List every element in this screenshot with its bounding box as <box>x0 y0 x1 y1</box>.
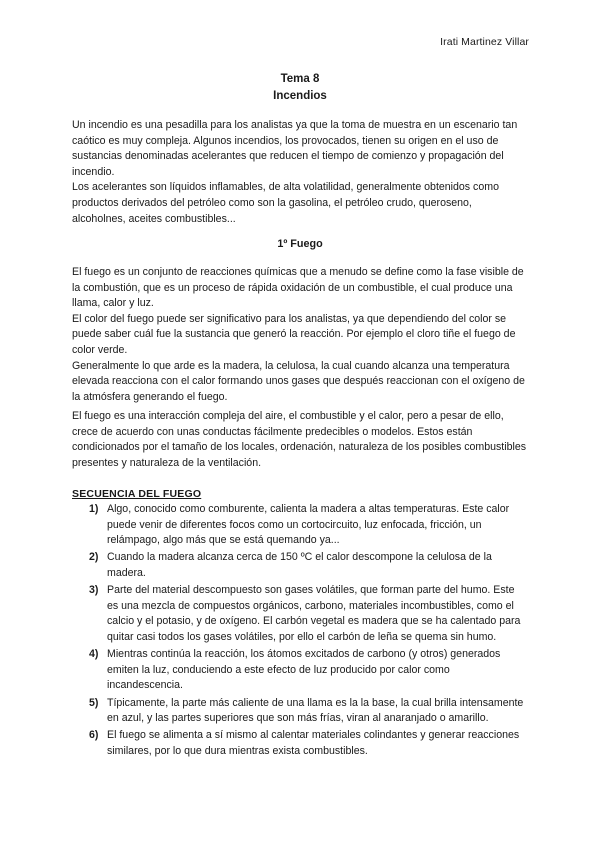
list-item <box>72 696 528 727</box>
list-item <box>72 728 528 759</box>
section-heading-fuego: 1º Fuego <box>277 238 323 250</box>
author-name: Irati Martinez Villar <box>440 36 529 48</box>
sequence-list <box>72 502 528 761</box>
intro-paragraph: Un incendio es una pesadilla para los analistas ya que la toma de muestra en un escenario tan caótico es muy compleja. Algunos incendios, los provocados, tienen su origen en el uso de sustancias denominadas acelerantes que reducen el tiempo de comienzo y propagación del incendio. <box>72 119 518 178</box>
list-item-text: Cuando la madera alcanza cerca de 150 ºC el calor descompone la celulosa de la madera. <box>107 551 492 579</box>
list-item <box>72 583 528 645</box>
list-item-number: 4) <box>89 648 99 661</box>
intro-section <box>72 118 528 227</box>
list-item-text: El fuego se alimenta a sí mismo al calentar materiales colindantes y generar reacciones similares, por lo que dura mientras exista combustibles. <box>107 729 520 757</box>
document-subtitle: Incendios <box>273 90 327 102</box>
body-paragraph: El color del fuego puede ser significativo para los analistas, ya que dependiendo del color se puede saber cuál fue la sustancia que generó la reacción. Por ejemplo el cloro tiñe el fuego de color verde. <box>72 312 516 356</box>
body-paragraph: El fuego es un conjunto de reacciones químicas que a menudo se define como la fase visible de la combustión, que es un proceso de rápida oxidación de un combustible, el cual produce una llama, calor y luz. <box>72 266 524 310</box>
intro-paragraph: Los acelerantes son líquidos inflamables, de alta volatilidad, generalmente obtenidos como productos derivados del petróleo como son la gasolina, el petróleo crudo, queroseno, alcoholnes, aceites combustibles... <box>72 181 499 225</box>
body-paragraph: Generalmente lo que arde es la madera, la celulosa, la cual cuando alcanza una temperatura elevada reacciona con el calor formando unos gases que después reaccionan con el oxígeno de la atmósfera generando el fuego. <box>72 359 525 403</box>
list-item-text: Mientras continúa la reacción, los átomos excitados de carbono (y otros) generados emiten la luz, conduciendo a este efecto de luz producido por calor como incandescencia. <box>107 648 501 692</box>
list-item-number: 3) <box>89 584 99 597</box>
list-item-text: Algo, conocido como comburente, calienta la madera a altas temperaturas. Este calor puede venir de diferentes focos como un cortocircuito, luz enfocada, fricción, un relámpago, algo más que se está quemando ya... <box>107 503 510 547</box>
sequence-title: SECUENCIA DEL FUEGO <box>72 488 202 500</box>
body-paragraph: El fuego es una interacción compleja del aire, el combustible y el calor, pero a pesar de ello, crece de acuerdo con unas conductas fácilmente predecibles o modelos. Estos están condicionados por el tamaño de los locales, ordenación, naturaleza de los posibles combustibles presentes y naturaleza de la ventilación. <box>72 410 527 469</box>
list-item-number: 5) <box>89 696 99 709</box>
list-item-text: Parte del material descompuesto son gases volátiles, que forman parte del humo. Este es una mezcla de compuestos orgánicos, carbono, materiales incombustibles, como el calcio y el potasio, y de oxígeno. El carbón vegetal es madera que se ha calentado para quitar casi todos los gases volátiles, por ello el carbón de leña se quema sin humo. <box>107 584 521 643</box>
list-item <box>72 647 528 694</box>
list-item <box>72 502 528 549</box>
fuego-section-continued <box>72 409 528 471</box>
list-item-text: Típicamente, la parte más caliente de una llama es la la base, la cual brilla intensamente en azul, y las partes superiores que son más frías, viran al anaranjado o amarillo. <box>107 696 524 725</box>
list-item-number: 2) <box>89 551 99 564</box>
fuego-section <box>72 265 528 405</box>
list-item <box>72 550 528 581</box>
document-title: Tema 8 <box>280 73 320 85</box>
list-item-number: 6) <box>89 729 99 742</box>
list-item-number: 1) <box>89 503 99 515</box>
